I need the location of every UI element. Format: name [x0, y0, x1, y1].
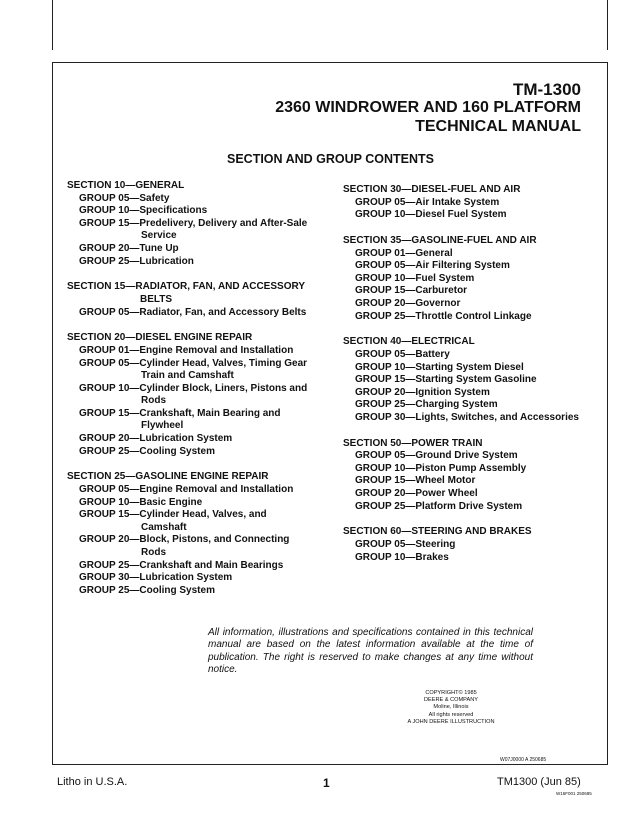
section-title-continued: BELTS [140, 293, 173, 305]
copyright-line: DEERE & COMPANY [424, 697, 478, 704]
group-entry-continued: Camshaft [141, 521, 187, 533]
page-number: 1 [323, 776, 330, 790]
section-title: SECTION 10—GENERAL [67, 180, 185, 191]
group-entry: GROUP 15—Carburetor [355, 285, 468, 297]
group-entry: GROUP 05—Steering [355, 539, 456, 550]
section-block [343, 438, 608, 514]
copyright-line: COPYRIGHT© 1985 [425, 690, 477, 696]
copyright-line: Moline, Illinois [433, 704, 469, 711]
group-entry: GROUP 01—General [355, 247, 453, 259]
group-entry: GROUP 05—Cylinder Head, Valves, Timing Gear [79, 357, 308, 369]
section-block [343, 336, 608, 424]
section-title: SECTION 15—RADIATOR, FAN, AND ACCESSORY [67, 281, 305, 293]
group-entry: GROUP 05—Safety [79, 192, 170, 204]
group-entry-continued: Rods [141, 395, 166, 407]
group-entry: GROUP 15—Starting System Gasoline [355, 374, 537, 386]
section-block [343, 235, 608, 323]
group-entry: GROUP 25—Crankshaft and Main Bearings [79, 559, 284, 571]
group-entry: GROUP 10—Diesel Fuel System [355, 209, 507, 221]
group-entry: GROUP 15—Wheel Motor [355, 475, 476, 487]
left-column [67, 180, 332, 597]
section-block [67, 281, 332, 319]
group-entry: GROUP 20—Ignition System [355, 386, 490, 398]
group-entry: GROUP 20—Lubrication System [79, 433, 233, 445]
section-title: SECTION 35—GASOLINE-FUEL AND AIR [343, 234, 537, 246]
header-rule [52, 62, 608, 63]
group-entry: GROUP 20—Governor [355, 297, 461, 309]
section-title: SECTION 40—ELECTRICAL [343, 336, 475, 348]
group-entry: GROUP 25—Cooling System [79, 584, 215, 596]
group-entry: GROUP 10—Cylinder Block, Liners, Pistons and [79, 382, 308, 394]
section-title: SECTION 20—DIESEL ENGINE REPAIR [67, 332, 253, 344]
section-title: SECTION 60—STEERING AND BRAKES [343, 526, 532, 538]
top-left-border [52, 0, 53, 50]
footer-rule [52, 764, 608, 765]
group-entry-continued: Rods [141, 547, 166, 558]
group-entry: GROUP 10—Basic Engine [79, 496, 203, 508]
group-entry: GROUP 10—Starting System Diesel [355, 361, 524, 373]
group-entry: GROUP 30—Lights, Switches, and Accessories [355, 411, 579, 423]
group-entry: GROUP 10—Specifications [79, 205, 208, 217]
reference-code: W07J0000 A 250685 [500, 757, 547, 763]
manual-code: TM1300 (Jun 85) [497, 776, 581, 788]
group-entry: GROUP 25—Platform Drive System [355, 500, 523, 512]
left-border [52, 62, 53, 764]
group-entry: GROUP 25—Lubrication [79, 255, 194, 267]
bottom-reference-code: W16F001 250685 [556, 791, 592, 796]
group-entry: GROUP 20—Tune Up [79, 242, 179, 254]
group-entry: GROUP 15—Cylinder Head, Valves, and [79, 509, 267, 521]
section-block [343, 526, 608, 564]
group-entry: GROUP 05—Engine Removal and Installation [79, 484, 294, 496]
group-entry: GROUP 10—Brakes [355, 551, 449, 563]
group-entry: GROUP 01—Engine Removal and Installation [79, 344, 294, 356]
top-right-border [607, 0, 608, 50]
section-title: SECTION 50—POWER TRAIN [343, 437, 483, 449]
group-entry: GROUP 25—Charging System [355, 399, 498, 411]
copyright-line: All rights reserved [428, 711, 474, 718]
group-entry: GROUP 05—Air Filtering System [355, 260, 510, 272]
group-entry: GROUP 15—Predelivery, Delivery and After-Sale [79, 217, 308, 229]
section-block [343, 184, 608, 222]
group-entry: GROUP 10—Piston Pump Assembly [355, 462, 527, 474]
manual-title-line1: 2360 WINDROWER AND 160 PLATFORM [275, 99, 581, 116]
manual-title-line2: TECHNICAL MANUAL [415, 118, 581, 135]
copyright-block [395, 690, 507, 726]
group-entry: GROUP 30—Lubrication System [79, 572, 233, 584]
right-column [343, 184, 608, 564]
litho-note: Litho in U.S.A. [57, 776, 128, 788]
group-entry: GROUP 10—Fuel System [355, 272, 475, 284]
section-title: SECTION 30—DIESEL-FUEL AND AIR [343, 184, 521, 195]
group-entry: GROUP 05—Battery [355, 348, 450, 360]
section-title: SECTION 25—GASOLINE ENGINE REPAIR [67, 471, 269, 483]
group-entry: GROUP 20—Power Wheel [355, 488, 478, 500]
group-entry-continued: Service [141, 230, 177, 242]
group-entry-continued: Flywheel [141, 420, 184, 432]
contents-title: SECTION AND GROUP CONTENTS [227, 152, 434, 166]
group-entry: GROUP 25—Throttle Control Linkage [355, 310, 532, 322]
section-block [67, 332, 332, 458]
group-entry: GROUP 05—Radiator, Fan, and Accessory Belts [79, 306, 307, 318]
doc-number: TM-1300 [512, 80, 581, 99]
group-entry: GROUP 25—Cooling System [79, 445, 215, 457]
group-entry: GROUP 05—Air Intake System [355, 196, 500, 208]
group-entry: GROUP 20—Block, Pistons, and Connecting [79, 534, 290, 546]
group-entry: GROUP 15—Crankshaft, Main Bearing and [79, 407, 281, 419]
group-entry-continued: Train and Camshaft [141, 370, 234, 382]
copyright-line: A JOHN DEERE ILLUSTRUCTION [407, 718, 495, 725]
section-block [67, 180, 332, 268]
section-block [67, 471, 332, 597]
notice-text: All information, illustrations and specifications contained in this technical manual are based on the latest information available at the time of publication. The right is reserved to make changes at any time without notice. [208, 627, 533, 676]
group-entry: GROUP 05—Ground Drive System [355, 450, 518, 462]
